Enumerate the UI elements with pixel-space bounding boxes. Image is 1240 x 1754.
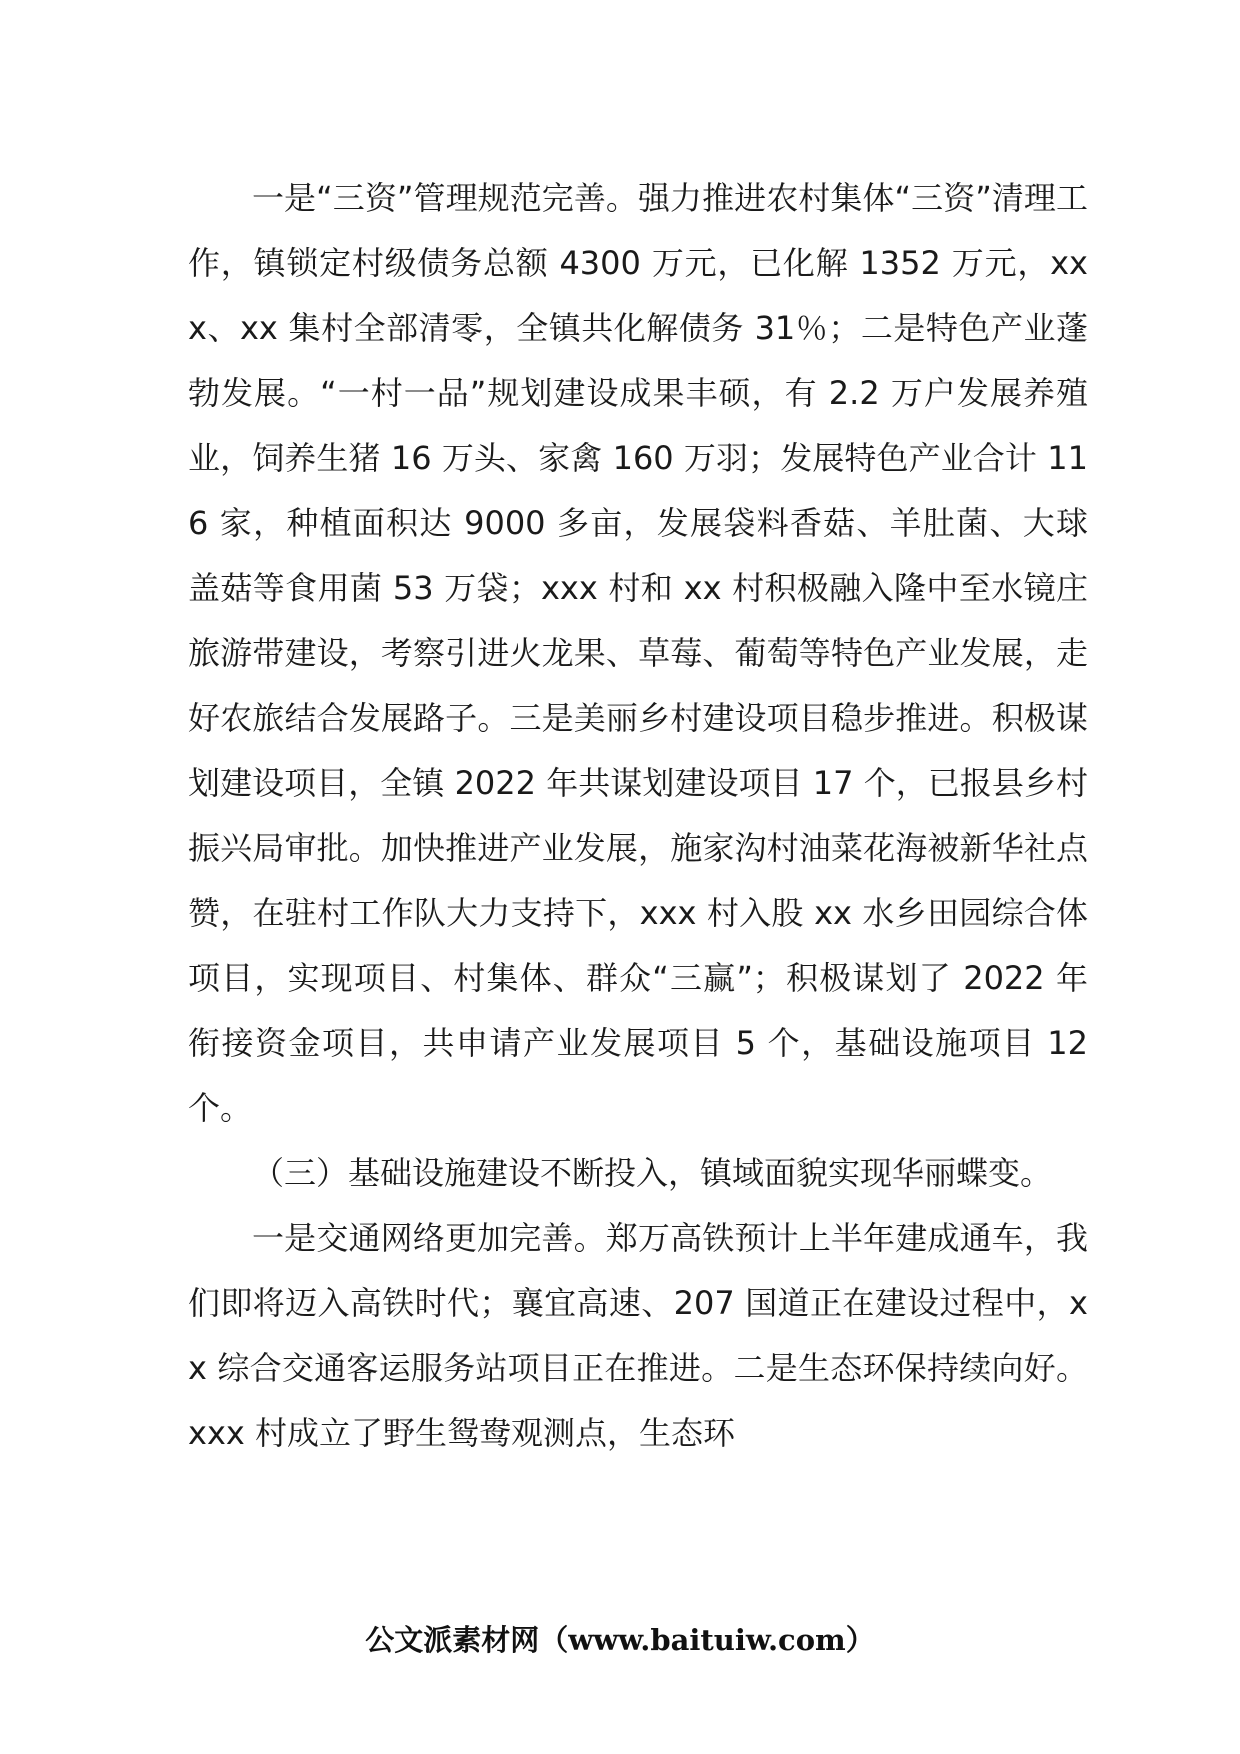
paragraph-transport-ecology: 一是交通网络更加完善。郑万高铁预计上半年建成通车，我们即将迈入高铁时代；襄宜高速、207 国道正在建设过程中，xx 综合交通客运服务站项目正在推进。二是生态环保持续向好。xxx 村成立了野生鸳鸯观测点，生态环 xyxy=(188,1219,1088,1452)
footer-watermark: 公文派素材网（www.baituiw.com） xyxy=(365,1623,875,1657)
document-body xyxy=(188,166,1088,1466)
section-heading-infrastructure: （三）基础设施建设不断投入，镇域面貌实现华丽蝶变。 xyxy=(252,1154,1053,1192)
paragraph-three-assets-industry: 一是“三资”管理规范完善。强力推进农村集体“三资”清理工作，镇锁定村级债务总额 4300 万元，已化解 1352 万元，xxx、xx 集村全部清零，全镇共化解债务 31％；二是特色产业蓬勃发展。“一村一品”规划建设成果丰硕，有 2.2 万户发展养殖业，饲养生猪 16 万头、家禽 160 万羽；发展特色产业合计 116 家，种植面积达 9000 多亩，发展袋料香菇、羊肚菌、大球盖菇等食用菌 53 万袋；xxx 村和 xx 村积极融入隆中至水镜庄旅游带建设，考察引进火龙果、草莓、葡萄等特色产业发展，走好农旅结合发展路子。三是美丽乡村建设项目稳步推进。积极谋划建设项目，全镇 2022 年共谋划建设项目 17 个，已报县乡村振兴局审批。加快推进产业发展，施家沟村油菜花海被新华社点赞，在驻村工作队大力支持下，xxx 村入股 xx 水乡田园综合体项目，实现项目、村集体、群众“三赢”；积极谋划了 2022 年衔接资金项目，共申请产业发展项目 5 个，基础设施项目 12 个。 xyxy=(188,179,1088,1127)
